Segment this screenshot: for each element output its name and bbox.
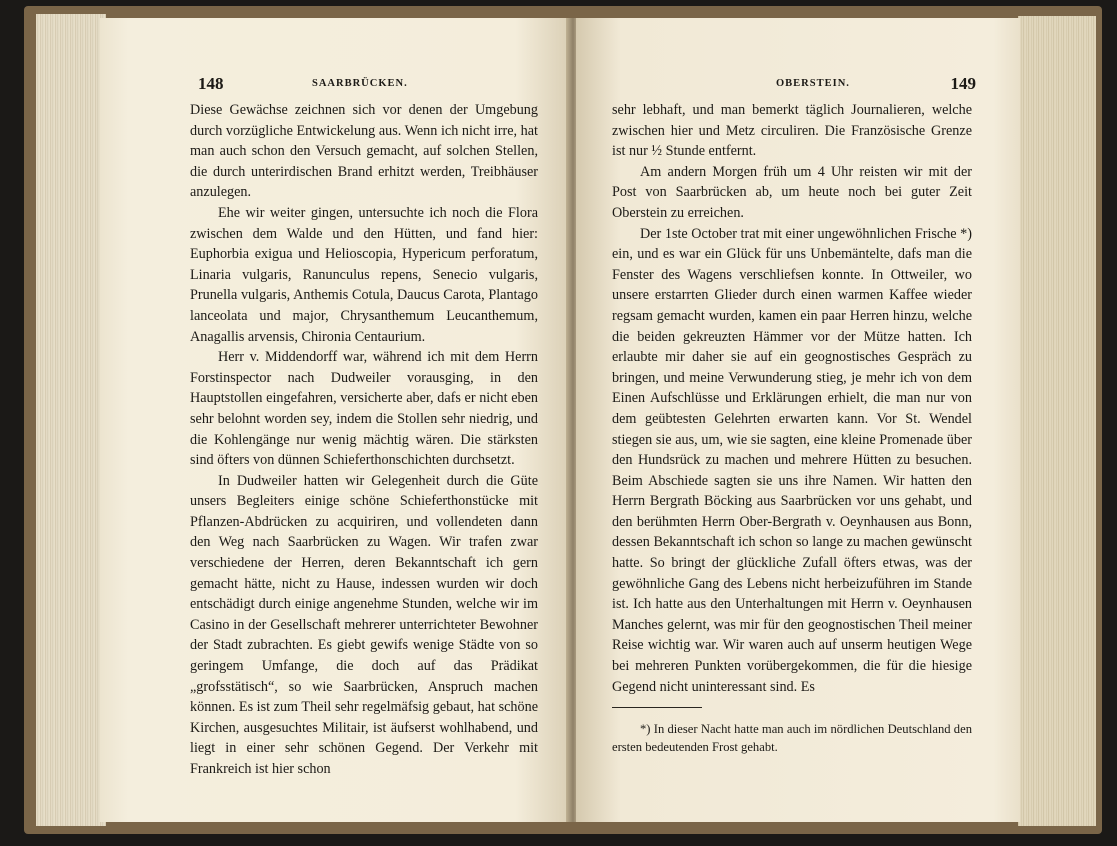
right-page-header xyxy=(616,74,976,104)
running-head: SAARBRÜCKEN. xyxy=(312,78,408,89)
page-number: 149 xyxy=(950,74,976,93)
paragraph: Diese Gewächse zeichnen sich vor denen der Umgebung durch vorzügliche Entwickelung aus. Wenn ich nicht irre, hat man auch schon den Versuch gemacht, auf solchen Stellen, die durch unterirdischen Brand erhitzt werden, Treibhäuser anzulegen. xyxy=(190,102,538,201)
left-page xyxy=(100,18,572,822)
footnote xyxy=(612,720,972,756)
paragraph: Herr v. Middendorff war, während ich mit dem Herrn Forstinspector nach Dudweiler vorausging, in den Hauptstollen eingefahren, versicherte aber, dafs er nicht eben sehr belohnt worden sey, indem die Stollen sehr niedrig, und die Kohlengänge nur wenig mächtig wären. Die stärksten sind öfters von dünnen Schieferthonschichten durchsetzt. xyxy=(190,349,538,469)
left-page-body xyxy=(190,100,538,780)
paragraph: Am andern Morgen früh um 4 Uhr reisten wir mit der Post von Saarbrücken ab, um heute noch bei guter Zeit Oberstein zu erreichen. xyxy=(612,163,972,221)
page-edges-left xyxy=(36,14,106,826)
page-edges-right xyxy=(1018,16,1096,826)
page-number: 148 xyxy=(198,74,224,93)
footnote-text: *) In dieser Nacht hatte man auch im nördlichen Deutschland den ersten bedeutenden Frost gehabt. xyxy=(612,722,972,755)
right-page-body xyxy=(612,100,972,756)
running-head: OBERSTEIN. xyxy=(776,78,850,89)
paragraph: Der 1ste October trat mit einer ungewöhnlichen Frische *) ein, und es war ein Glück für uns Unbemäntelte, dafs man die Fenster des Wagens verschliefsen konnte. In Ottweiler, wo unsere erstarrten Glieder durch einen warmen Kaffee wieder regsam gemacht wurden, kamen ein paar Herren hinzu, welche die beiden gekreuzten Hämmer vor der Mütze hatten. Ich erlaubte mir daher sie auf ein geognostisches Gespräch zu bringen, und meine Verwunderung stieg, je mehr ich von dem Einen Aufschlüsse und Erklärungen erhielt, die man nur von dem geübtesten Gelehrten erwarten kann. Vor St. Wendel stiegen sie aus, um, wie sie sagten, eine kleine Promenade über den Hundsrück zu machen und mehrere Hütten zu besuchen. Beim Abschiede sagten sie uns ihre Namen. Wir hatten den Herrn Bergrath Böcking aus Saarbrücken vor uns gehabt, und den berühmten Herrn Ober-Bergrath v. Oeynhausen aus Bonn, dessen Bekanntschaft ich schon so lange zu machen gewünscht hatte. So bringt der glückliche Zufall öfters etwas, was der gewöhnliche Gang des Lebens nicht herbeizuführen im Stande ist. Ich hatte aus den Unterhaltungen mit Herrn v. Oeynhausen Manches gelernt, was mir für den geognostischen Theil meiner Reise wichtig war. Wir waren auch auf unserm heutigen Wege bei mehreren Punkten vorübergekommen, die für die hiesige Gegend nicht uninteressant sind. Es xyxy=(612,225,972,695)
footnote-rule xyxy=(612,707,702,708)
paragraph: sehr lebhaft, und man bemerkt täglich Journalieren, welche zwischen hier und Metz circuliren. Die Französische Grenze ist nur ½ Stunde entfernt. xyxy=(612,102,972,160)
paragraph: In Dudweiler hatten wir Gelegenheit durch die Güte unsers Begleiters einige schöne Schieferthonstücke mit Pflanzen-Abdrücken zu acquiriren, und vollendeten dann den Weg nach Saarbrücken zu Wagen. Wir trafen zwar verschiedene der Herren, deren Bekanntschaft ich gern gemacht hätte, nicht zu Hause, indessen wurden wir doch entschädigt durch einige angenehme Stunden, welche wir im Casino in der Gesellschaft mehrerer unterrichteter Bewohner der Stadt zubrachten. Es giebt gewifs wenige Städte von so geringem Umfange, die doch auf das Prädikat „grofsstätisch“, so wie Saarbrücken, Anspruch machen können. Es ist zum Theil sehr regelmäfsig gebaut, hat schöne Kirchen, ausgesuchtes Militair, ist äufserst wohlhabend, und liegt in einer sehr schönen Gegend. Der Verkehr mit Frankreich ist hier schon xyxy=(190,472,538,777)
right-page xyxy=(576,18,1020,822)
left-page-header xyxy=(182,74,550,104)
paragraph: Ehe wir weiter gingen, untersuchte ich noch die Flora zwischen dem Walde und den Hütten, und fand hier: Euphorbia exigua und Helioscopia, Hypericum perforatum, Linaria vulgaris, Ranunculus repens, Senecio vulgaris, Prunella vulgaris, Anthemis Cotula, Daucus Carota, Plantago lanceolata und major, Chrysanthemum Leucanthemum, Anagallis arvensis, Chironia Centaurium. xyxy=(190,204,538,345)
